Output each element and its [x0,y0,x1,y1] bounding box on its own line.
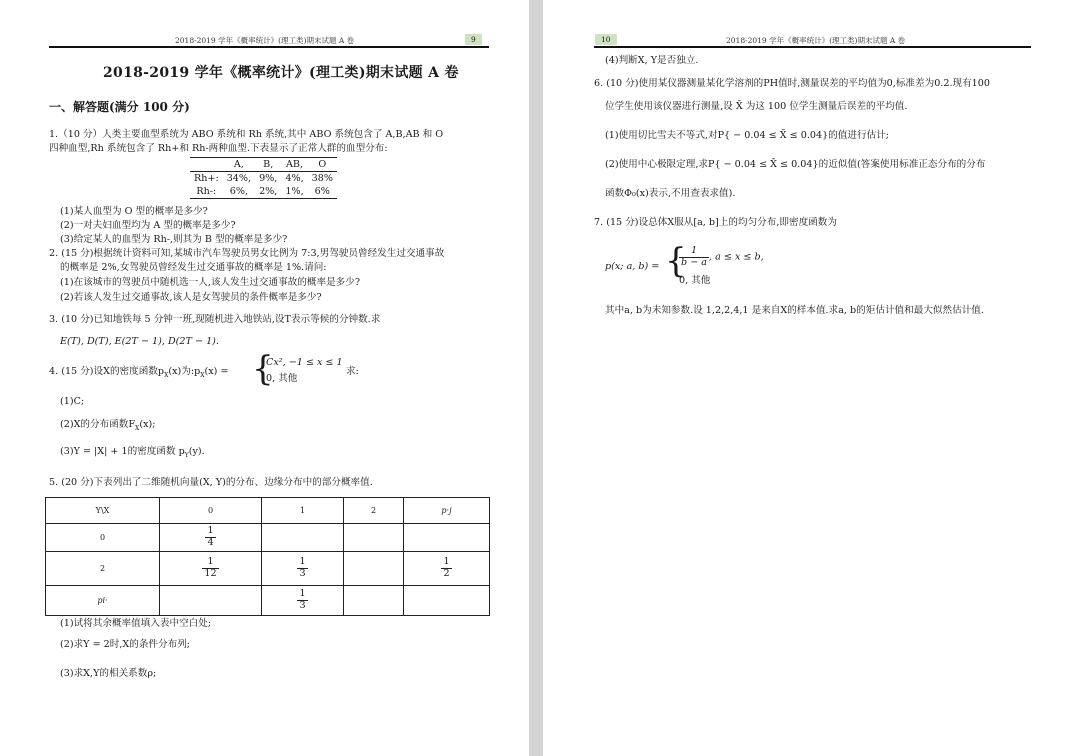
q1-line2: 四种血型,Rh 系统包含了 Rh+和 Rh-两种血型.下表显示了正常人群的血型分布: [49,143,388,154]
empty-cell [344,524,404,552]
blood-header-cell: O [308,158,337,172]
q2-line1: 2. (15 分)根据统计资料可知,某城市汽车驾驶员男女比例为 7:3,男驾驶员曾经发生过交通事故 [49,248,445,259]
q7-lhs: p(x; a, b) = [605,261,660,272]
empty-cell [262,524,344,552]
table-row [46,524,490,552]
blood-cell: Rh+: [194,173,219,184]
empty-cell [344,586,404,616]
q6-line2: 位学生使用该仪器进行测量,设 X̄ 为这 100 位学生测量后误差的平均值. [605,101,908,112]
q2-sub2: (2)若该人发生过交通事故,该人是女驾驶员的条件概率是多少? [60,292,322,303]
q4-sub1: (1)C; [60,396,85,407]
q6-sub1: (1)使用切比雪夫不等式,对P{ − 0.04 ≤ X̄ ≤ 0.04}的值进行估计; [605,130,889,141]
q5-sub2: (2)求Y = 2时,X的条件分布列; [60,639,191,650]
fraction-cell [160,524,262,552]
q7-case1: $\frac{1}{b - a}$ , a ≤ x ≤ b, [681,245,764,268]
blood-header-cell: A, [223,158,255,172]
q4-sub3: (3)Y = |X| + 1的密度函数 $p_Y(y)$. [60,446,205,459]
page-right [543,0,1080,756]
q6-sub2-cont: 函数Φ₀(x)表示,不用查表求值). [605,188,736,199]
joint-distribution-table [45,497,490,616]
q5-sub3: (3)求X,Y的相关系数ρ; [60,668,157,679]
blood-header-cell: B, [255,158,281,172]
q7-line-end: 其中a, b为未知参数.设 1,2,2,4,1 是来自X的样本值.求a, b的矩估计值和最大似然估计值. [605,305,984,316]
table-row [46,498,490,524]
row-label: pi· [46,586,160,616]
table-header-cell: 1 [262,498,344,524]
row-label: 0 [46,524,160,552]
blood-cell: 9%, [259,173,278,184]
document-title: 2018-2019 学年《概率统计》(理工类)期末试题 A 卷 [103,65,459,81]
q3-line2: E(T), D(T), E(2T − 1), D(2T − 1). [60,336,219,347]
table-header-cell: 0 [160,498,262,524]
table-row [190,185,337,199]
q1-sub1: (1)某人血型为 O 型的概率是多少? [60,206,208,217]
table-header-cell: 2 [344,498,404,524]
page-number: 10 [595,34,617,45]
table-row [46,552,490,586]
table-row [190,172,337,186]
fraction-cell [404,552,490,586]
fraction-cell [262,552,344,586]
fraction: $\frac{1}{3}$ [299,588,306,611]
q6-line1: 6. (10 分)使用某仪器测量某化学溶剂的PH值时,测量误差的平均值为0,标准差为0.2.现有100 [594,78,990,89]
fraction: $\frac{1}{4}$ [207,525,214,548]
q4-suffix: 求: [346,366,359,377]
q3-line1: 3. (10 分)已知地铁每 5 分钟一班,现随机进入地铁站,设T表示等候的分钟数.求 [49,314,381,325]
blood-header-cell: AB, [281,158,307,172]
blood-cell: 6%, [223,185,255,199]
q1-sub3: (3)给定某人的血型为 Rh-,则其为 B 型的概率是多少? [60,234,288,245]
blood-cell: 4%, [285,173,304,184]
page-left [0,0,529,756]
page-number: 9 [465,34,482,45]
row-label: 2 [46,552,160,586]
header-rule [594,46,1031,48]
q4-sub2: (2)X的分布函数$F_X(x)$; [60,419,156,432]
table-header-cell: p·j [404,498,490,524]
empty-cell [404,586,490,616]
left-brace: { [665,241,687,281]
running-header: 2018-2019 学年《概率统计》(理工类)期末试题 A 卷 [726,36,906,45]
fraction: $\frac{1}{b - a}$ [681,245,707,268]
q5-line1: 5. (20 分)下表列出了二维随机向量(X, Y)的分布、边缘分布中的部分概率值. [49,477,373,488]
q4-case1: Cx², −1 ≤ x ≤ 1 [266,357,343,368]
q1-line1: 1.（10 分）人类主要血型系统为 ABO 系统和 Rh 系统,其中 ABO 系统包含了 A,B,AB 和 O [49,129,444,140]
blood-cell: 1%, [281,185,307,199]
fraction: $\frac{1}{2}$ [443,556,450,579]
empty-cell [344,552,404,586]
header-rule [49,46,489,48]
q7-case2: 0, 其他 [679,275,711,286]
blood-cell: 2%, [255,185,281,199]
empty-cell [404,524,490,552]
blood-cell: 38% [311,173,333,184]
q2-sub1: (1)在该城市的驾驶员中随机选一人,该人发生过交通事故的概率是多少? [60,277,361,288]
q1-sub2: (2)一对夫妇血型均为 A 型的概率是多少? [60,220,236,231]
q5-sub4: (4)判断X, Y是否独立. [605,55,699,66]
fraction: $\frac{1}{12}$ [204,556,217,579]
q5-sub1: (1)试将其余概率值填入表中空白处; [60,618,212,629]
fraction-cell [262,586,344,616]
blood-header-cell [190,158,223,172]
fraction: $\frac{1}{3}$ [299,556,306,579]
q4-prefix: 4. (15 分)设X的密度函数$p_X(x)$为$:p_X(x)$ = [49,366,229,379]
q7-line1: 7. (15 分)设总体X服从[a, b]上的均匀分布,即密度函数为 [594,217,837,228]
table-header-cell: Y\X [46,498,160,524]
blood-cell: 34%, [226,173,252,184]
section-heading: 一、解答题(满分 100 分) [49,100,190,114]
fraction-cell [160,552,262,586]
running-header: 2018-2019 学年《概率统计》(理工类)期末试题 A 卷 [175,36,355,45]
q6-sub2: (2)使用中心极限定理,求P{ − 0.04 ≤ X̄ ≤ 0.04}的近似值(答案使用标准正态分布的分布 [605,159,986,170]
blood-type-table [190,157,337,199]
q2-line2: 的概率是 2%,女驾驶员曾经发生过交通事故的概率是 1%.请问: [60,262,327,273]
blood-cell: Rh-: [190,185,223,199]
q4-case2: 0, 其他 [266,373,298,384]
empty-cell [160,586,262,616]
page-gutter [529,0,543,756]
left-brace: { [252,349,274,389]
table-row [46,586,490,616]
blood-cell: 6% [308,185,337,199]
